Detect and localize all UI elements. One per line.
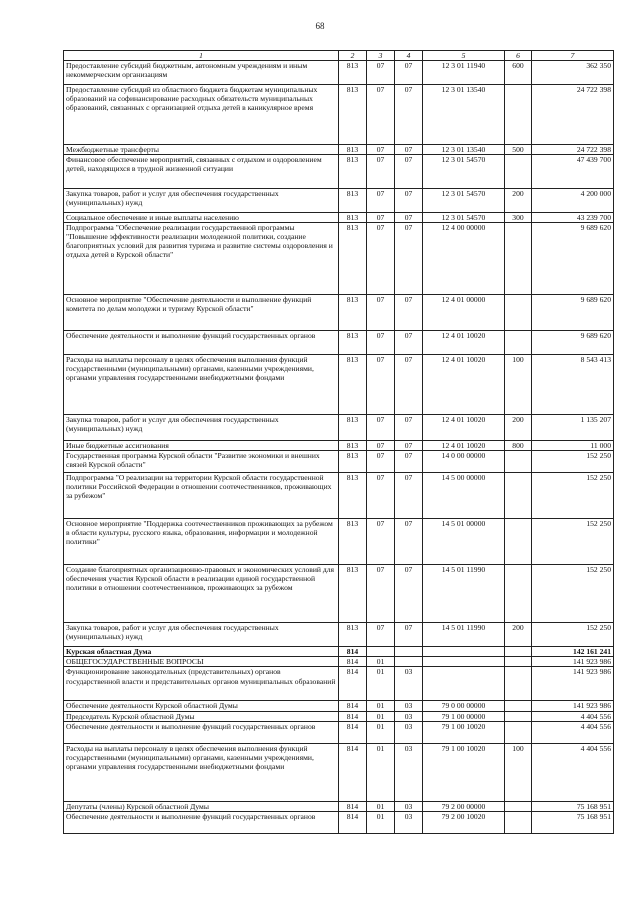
row-sum: 152 250 (532, 519, 614, 565)
row-csr: 14 5 01 11990 (423, 565, 505, 623)
table-row (64, 223, 614, 295)
row-ved: 813 (339, 623, 367, 647)
row-ved: 813 (339, 473, 367, 519)
row-sum: 24 722 398 (532, 85, 614, 145)
row-vr (505, 565, 532, 623)
row-vr (505, 85, 532, 145)
row-rz: 01 (367, 657, 395, 667)
row-name: Курская областная Дума (64, 647, 339, 657)
table-row (64, 155, 614, 189)
row-vr (505, 473, 532, 519)
row-sum: 43 239 700 (532, 213, 614, 223)
header-row (64, 51, 614, 61)
table-row (64, 701, 614, 711)
row-rz: 07 (367, 623, 395, 647)
row-vr (505, 155, 532, 189)
row-pr: 07 (395, 473, 423, 519)
row-pr: 07 (395, 213, 423, 223)
row-name: Расходы на выплаты персоналу в целях обеспечения выполнения функций государственными (муниципальными) органами, казенными учреждениями, органами управления государственными внебюджетными фондами (64, 743, 339, 801)
page-number: 68 (315, 21, 325, 31)
row-csr: 12 4 00 00000 (423, 223, 505, 295)
row-pr: 07 (395, 85, 423, 145)
row-ved: 813 (339, 85, 367, 145)
table-row (64, 565, 614, 623)
row-name: Государственная программа Курской области "Развитие экономики и внешних связей Курской области" (64, 451, 339, 473)
row-pr: 07 (395, 145, 423, 155)
table-row (64, 519, 614, 565)
row-rz: 01 (367, 711, 395, 721)
row-csr: 79 2 00 10020 (423, 811, 505, 833)
row-sum: 141 923 986 (532, 657, 614, 667)
row-rz: 07 (367, 61, 395, 85)
row-rz: 07 (367, 415, 395, 441)
row-ved: 813 (339, 331, 367, 355)
row-sum: 4 200 000 (532, 189, 614, 213)
row-pr: 07 (395, 61, 423, 85)
row-rz: 07 (367, 145, 395, 155)
row-csr: 79 1 00 00000 (423, 711, 505, 721)
header-col-5: 5 (423, 51, 505, 61)
row-rz: 07 (367, 331, 395, 355)
row-vr: 800 (505, 441, 532, 451)
row-pr: 07 (395, 623, 423, 647)
row-ved: 813 (339, 519, 367, 565)
table-row (64, 451, 614, 473)
row-csr: 79 2 00 00000 (423, 801, 505, 811)
row-csr: 14 5 01 11990 (423, 623, 505, 647)
row-ved: 814 (339, 811, 367, 833)
row-vr (505, 223, 532, 295)
row-rz: 07 (367, 85, 395, 145)
row-name: Предоставление субсидий бюджетным, автономным учреждениям и иным некоммерческим организациям (64, 61, 339, 85)
row-csr: 12 3 01 54570 (423, 155, 505, 189)
table-row (64, 213, 614, 223)
row-csr: 79 1 00 10020 (423, 743, 505, 801)
row-vr (505, 519, 532, 565)
table-row (64, 441, 614, 451)
row-ved: 813 (339, 355, 367, 415)
row-vr (505, 701, 532, 711)
row-name: Создание благоприятных организационно-правовых и экономических условий для обеспечения участия Курской области в реализации единой государственной политики в отношении соотечественников, проживающих за рубежом (64, 565, 339, 623)
row-vr (505, 657, 532, 667)
row-pr: 07 (395, 441, 423, 451)
row-rz: 01 (367, 801, 395, 811)
header-col-6: 6 (505, 51, 532, 61)
row-ved: 814 (339, 801, 367, 811)
row-rz: 07 (367, 441, 395, 451)
row-csr: 12 3 01 54570 (423, 213, 505, 223)
row-name: Основное мероприятие "Поддержка соотечественников проживающих за рубежом в области культуры, русского языка, образования, информации и молодежной политики" (64, 519, 339, 565)
row-ved: 813 (339, 441, 367, 451)
row-sum: 4 404 556 (532, 711, 614, 721)
row-sum: 152 250 (532, 565, 614, 623)
table-row (64, 295, 614, 331)
row-name: Функционирование законодательных (представительных) органов государственной власти и представительных органов муниципальных образований (64, 667, 339, 701)
row-csr: 12 4 01 10020 (423, 355, 505, 415)
row-ved: 813 (339, 155, 367, 189)
row-csr: 12 3 01 11940 (423, 61, 505, 85)
row-sum: 141 923 986 (532, 667, 614, 701)
row-csr (423, 647, 505, 657)
budget-table (63, 50, 614, 834)
table-row (64, 657, 614, 667)
table-row (64, 145, 614, 155)
row-csr: 12 4 01 00000 (423, 295, 505, 331)
row-csr (423, 667, 505, 701)
row-sum: 142 161 241 (532, 647, 614, 657)
row-vr (505, 801, 532, 811)
row-ved: 814 (339, 711, 367, 721)
row-csr (423, 657, 505, 667)
row-name: Основное мероприятие "Обеспечение деятельности и выполнение функций комитета по делам молодежи и туризму Курской области" (64, 295, 339, 331)
row-name: Закупка товаров, работ и услуг для обеспечения государственных (муниципальных) нужд (64, 189, 339, 213)
row-sum: 47 439 700 (532, 155, 614, 189)
row-ved: 814 (339, 667, 367, 701)
row-ved: 813 (339, 565, 367, 623)
row-vr (505, 331, 532, 355)
row-pr: 07 (395, 451, 423, 473)
row-sum: 75 168 951 (532, 801, 614, 811)
row-name: Расходы на выплаты персоналу в целях обеспечения выполнения функций государственными (муниципальными) органами, казенными учреждениями, органами управления государственными внебюджетными фондами (64, 355, 339, 415)
row-name: Обеспечение деятельности и выполнение функций государственных органов (64, 811, 339, 833)
row-csr: 12 3 01 13540 (423, 85, 505, 145)
row-pr: 07 (395, 565, 423, 623)
table-row (64, 647, 614, 657)
header-col-7: 7 (532, 51, 614, 61)
table-row (64, 711, 614, 721)
row-pr: 07 (395, 155, 423, 189)
row-vr (505, 647, 532, 657)
row-name: Предоставление субсидий из областного бюджета бюджетам муниципальных образований на софинансирование расходных обязательств муниципальных образований, связанных с организацией отдыха детей в каникулярное время (64, 85, 339, 145)
row-csr: 12 4 01 10020 (423, 415, 505, 441)
row-csr: 14 0 00 00000 (423, 451, 505, 473)
row-sum: 4 404 556 (532, 721, 614, 743)
table-row (64, 331, 614, 355)
row-ved: 813 (339, 189, 367, 213)
row-csr: 14 5 00 00000 (423, 473, 505, 519)
row-csr: 14 5 01 00000 (423, 519, 505, 565)
row-pr: 03 (395, 721, 423, 743)
row-rz: 07 (367, 155, 395, 189)
row-csr: 12 3 01 13540 (423, 145, 505, 155)
table-row (64, 801, 614, 811)
row-ved: 814 (339, 743, 367, 801)
table-row (64, 85, 614, 145)
row-rz: 01 (367, 667, 395, 701)
row-name: Обеспечение деятельности Курской областной Думы (64, 701, 339, 711)
row-name: Председатель Курской областной Думы (64, 711, 339, 721)
row-sum: 152 250 (532, 473, 614, 519)
row-pr: 07 (395, 355, 423, 415)
row-vr: 600 (505, 61, 532, 85)
row-sum: 9 689 620 (532, 223, 614, 295)
row-vr: 500 (505, 145, 532, 155)
row-ved: 813 (339, 451, 367, 473)
row-pr: 07 (395, 331, 423, 355)
row-pr (395, 647, 423, 657)
row-ved: 814 (339, 701, 367, 711)
row-pr: 03 (395, 667, 423, 701)
table-row (64, 667, 614, 701)
row-sum: 9 689 620 (532, 331, 614, 355)
row-rz: 01 (367, 743, 395, 801)
table-row (64, 743, 614, 801)
row-rz: 01 (367, 701, 395, 711)
row-pr: 03 (395, 743, 423, 801)
table-row (64, 721, 614, 743)
row-vr (505, 711, 532, 721)
row-ved: 813 (339, 61, 367, 85)
row-name: Закупка товаров, работ и услуг для обеспечения государственных (муниципальных) нужд (64, 415, 339, 441)
row-rz: 01 (367, 811, 395, 833)
row-pr: 03 (395, 701, 423, 711)
row-sum: 8 543 413 (532, 355, 614, 415)
row-csr: 12 4 01 10020 (423, 441, 505, 451)
row-vr (505, 667, 532, 701)
row-rz: 07 (367, 213, 395, 223)
row-sum: 11 000 (532, 441, 614, 451)
row-sum: 152 250 (532, 451, 614, 473)
row-rz: 07 (367, 189, 395, 213)
row-vr (505, 721, 532, 743)
row-pr: 07 (395, 189, 423, 213)
row-name: Депутаты (члены) Курской областной Думы (64, 801, 339, 811)
row-ved: 814 (339, 721, 367, 743)
row-vr (505, 811, 532, 833)
row-csr: 79 1 00 10020 (423, 721, 505, 743)
row-name: Финансовое обеспечение мероприятий, связанных с отдыхом и оздоровлением детей, находящихся в трудной жизненной ситуации (64, 155, 339, 189)
table-row (64, 811, 614, 833)
row-ved: 813 (339, 213, 367, 223)
row-ved: 813 (339, 223, 367, 295)
row-sum: 75 168 951 (532, 811, 614, 833)
table-row (64, 61, 614, 85)
row-rz: 07 (367, 565, 395, 623)
row-vr: 100 (505, 355, 532, 415)
row-csr: 79 0 00 00000 (423, 701, 505, 711)
row-vr (505, 451, 532, 473)
row-sum: 152 250 (532, 623, 614, 647)
table-row (64, 623, 614, 647)
table-row (64, 473, 614, 519)
row-sum: 141 923 986 (532, 701, 614, 711)
row-vr: 200 (505, 189, 532, 213)
row-ved: 814 (339, 647, 367, 657)
row-sum: 24 722 398 (532, 145, 614, 155)
row-pr: 07 (395, 519, 423, 565)
row-pr: 07 (395, 223, 423, 295)
row-name: ОБЩЕГОСУДАРСТВЕННЫЕ ВОПРОСЫ (64, 657, 339, 667)
row-rz: 07 (367, 223, 395, 295)
header-col-3: 3 (367, 51, 395, 61)
row-ved: 813 (339, 145, 367, 155)
row-rz: 07 (367, 451, 395, 473)
table-row (64, 189, 614, 213)
table-row (64, 355, 614, 415)
row-rz: 07 (367, 295, 395, 331)
row-pr: 03 (395, 811, 423, 833)
row-sum: 362 350 (532, 61, 614, 85)
row-ved: 814 (339, 657, 367, 667)
row-vr: 300 (505, 213, 532, 223)
row-name: Межбюджетные трансферты (64, 145, 339, 155)
row-pr (395, 657, 423, 667)
row-vr: 200 (505, 623, 532, 647)
row-rz: 01 (367, 721, 395, 743)
row-rz: 07 (367, 355, 395, 415)
row-rz: 07 (367, 519, 395, 565)
row-name: Подпрограмма "Обеспечение реализации государственной программы "Повышение эффективности реализации молодежной политики, создание благоприятных условий для развития туризма и развитие системы оздоровления и отдыха детей в Курской области" (64, 223, 339, 295)
row-rz (367, 647, 395, 657)
row-vr: 100 (505, 743, 532, 801)
row-csr: 12 3 01 54570 (423, 189, 505, 213)
row-name: Закупка товаров, работ и услуг для обеспечения государственных (муниципальных) нужд (64, 623, 339, 647)
table-row (64, 415, 614, 441)
header-col-1: 1 (64, 51, 339, 61)
row-sum: 4 404 556 (532, 743, 614, 801)
row-ved: 813 (339, 415, 367, 441)
row-name: Подпрограмма "О реализации на территории Курской области государственной политики Российской Федерации в отношении соотечественников, проживающих за рубежом" (64, 473, 339, 519)
row-pr: 07 (395, 295, 423, 331)
header-col-2: 2 (339, 51, 367, 61)
header-col-4: 4 (395, 51, 423, 61)
row-pr: 03 (395, 711, 423, 721)
row-pr: 03 (395, 801, 423, 811)
row-ved: 813 (339, 295, 367, 331)
row-name: Обеспечение деятельности и выполнение функций государственных органов (64, 331, 339, 355)
row-name: Социальное обеспечение и иные выплаты населению (64, 213, 339, 223)
row-vr (505, 295, 532, 331)
row-pr: 07 (395, 415, 423, 441)
row-csr: 12 4 01 10020 (423, 331, 505, 355)
row-rz: 07 (367, 473, 395, 519)
row-sum: 1 135 207 (532, 415, 614, 441)
row-vr: 200 (505, 415, 532, 441)
row-name: Обеспечение деятельности и выполнение функций государственных органов (64, 721, 339, 743)
row-sum: 9 689 620 (532, 295, 614, 331)
row-name: Иные бюджетные ассигнования (64, 441, 339, 451)
